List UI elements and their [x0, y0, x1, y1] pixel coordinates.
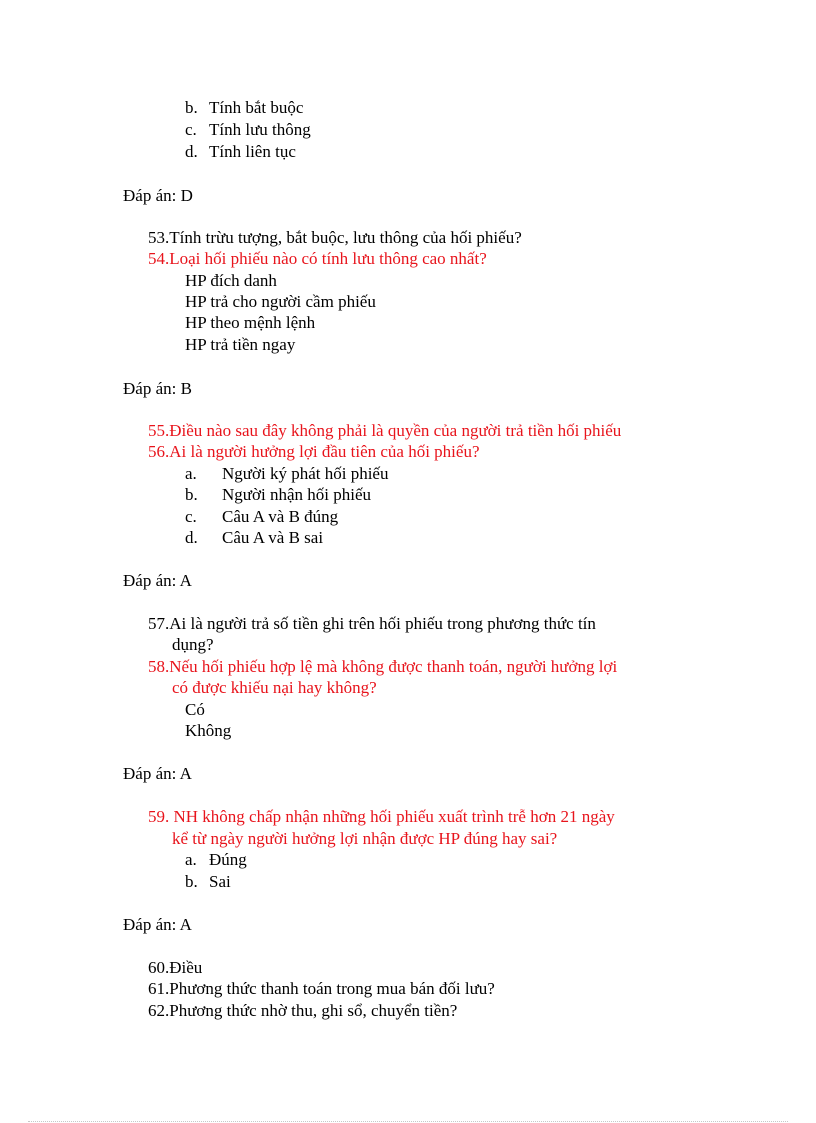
- option-text: Người ký phát hối phiếu: [222, 464, 389, 483]
- question-62: [148, 1000, 457, 1021]
- question-56: [148, 441, 480, 462]
- option-marker: c.: [185, 120, 197, 139]
- question-58: [148, 656, 617, 677]
- question-number: 55.: [148, 421, 170, 440]
- question-54: [148, 248, 487, 269]
- q56-option-d: [185, 527, 324, 548]
- option-marker: a.: [185, 850, 197, 869]
- q54-option: HP trả cho người cầm phiếu: [185, 292, 376, 311]
- question-57-continued: dụng?: [172, 635, 214, 654]
- answer-line: Đáp án: D: [123, 186, 193, 205]
- question-text: Phương thức thanh toán trong mua bán đối lưu?: [169, 979, 495, 998]
- question-text: Phương thức nhờ thu, ghi sổ, chuyển tiền?: [169, 1001, 458, 1020]
- option-marker: a.: [185, 464, 197, 483]
- q54-option: HP trả tiền ngay: [185, 335, 296, 354]
- option-marker: b.: [185, 872, 198, 891]
- q54-option: HP đích danh: [185, 271, 277, 290]
- question-number: 62.: [148, 1001, 170, 1020]
- option-text: Đúng: [209, 850, 247, 869]
- question-number: 61.: [148, 979, 170, 998]
- answer-line: Đáp án: B: [123, 379, 192, 398]
- question-60: [148, 957, 202, 978]
- question-number: 57.: [148, 614, 170, 633]
- option-marker: c.: [185, 507, 197, 526]
- option-text: Câu A và B đúng: [222, 507, 339, 526]
- q56-option-b: [185, 484, 371, 505]
- q56-option-a: [185, 463, 389, 484]
- question-text: Loại hối phiếu nào có tính lưu thông cao nhất?: [169, 249, 487, 268]
- q59-option-b: [185, 871, 231, 892]
- answer-line: Đáp án: A: [123, 571, 192, 590]
- option-c-tinh-luu-thong: [185, 119, 311, 140]
- question-number: 54.: [148, 249, 170, 268]
- q54-option: HP theo mệnh lệnh: [185, 313, 316, 332]
- question-58-continued: có được khiếu nại hay không?: [172, 678, 377, 697]
- question-number: 53.: [148, 228, 170, 247]
- question-59: [148, 806, 615, 827]
- option-text: Tính bắt buộc: [209, 98, 304, 117]
- option-marker: d.: [185, 142, 198, 161]
- question-text: NH không chấp nhận những hối phiếu xuất trình trễ hơn 21 ngày: [169, 807, 615, 826]
- question-55: [148, 420, 621, 441]
- option-marker: d.: [185, 528, 198, 547]
- question-text: Điều: [169, 958, 203, 977]
- option-b-tinh-bat-buoc: [185, 97, 304, 118]
- option-marker: b.: [185, 98, 198, 117]
- option-text: Tính lưu thông: [209, 120, 311, 139]
- question-57: [148, 613, 596, 634]
- q58-option: Không: [185, 721, 232, 740]
- option-text: Sai: [209, 872, 231, 891]
- question-number: 56.: [148, 442, 170, 461]
- question-text: Tính trừu tượng, bắt buộc, lưu thông của hối phiếu?: [169, 228, 522, 247]
- q58-option: Có: [185, 700, 205, 719]
- question-59-continued: kể từ ngày người hưởng lợi nhận được HP đúng hay sai?: [172, 829, 558, 848]
- question-53: [148, 227, 522, 248]
- question-text: Nếu hối phiếu hợp lệ mà không được thanh toán, người hưởng lợi: [169, 657, 618, 676]
- answer-line: Đáp án: A: [123, 764, 192, 783]
- q59-option-a: [185, 849, 247, 870]
- question-number: 58.: [148, 657, 170, 676]
- page-bottom-divider: [28, 1121, 788, 1122]
- question-61: [148, 978, 495, 999]
- q56-option-c: [185, 506, 339, 527]
- option-marker: b.: [185, 485, 198, 504]
- option-d-tinh-lien-tuc: [185, 141, 296, 162]
- option-text: Người nhận hối phiếu: [222, 485, 371, 504]
- option-text: Tính liên tục: [209, 142, 296, 161]
- question-number: 59.: [148, 807, 170, 826]
- option-text: Câu A và B sai: [222, 528, 324, 547]
- question-text: Ai là người hưởng lợi đầu tiên của hối phiếu?: [169, 442, 480, 461]
- answer-line: Đáp án: A: [123, 915, 192, 934]
- question-number: 60.: [148, 958, 170, 977]
- question-text: Ai là người trả số tiền ghi trên hối phiếu trong phương thức tín: [169, 614, 596, 633]
- question-text: Điều nào sau đây không phải là quyền của người trả tiền hối phiếu: [169, 421, 622, 440]
